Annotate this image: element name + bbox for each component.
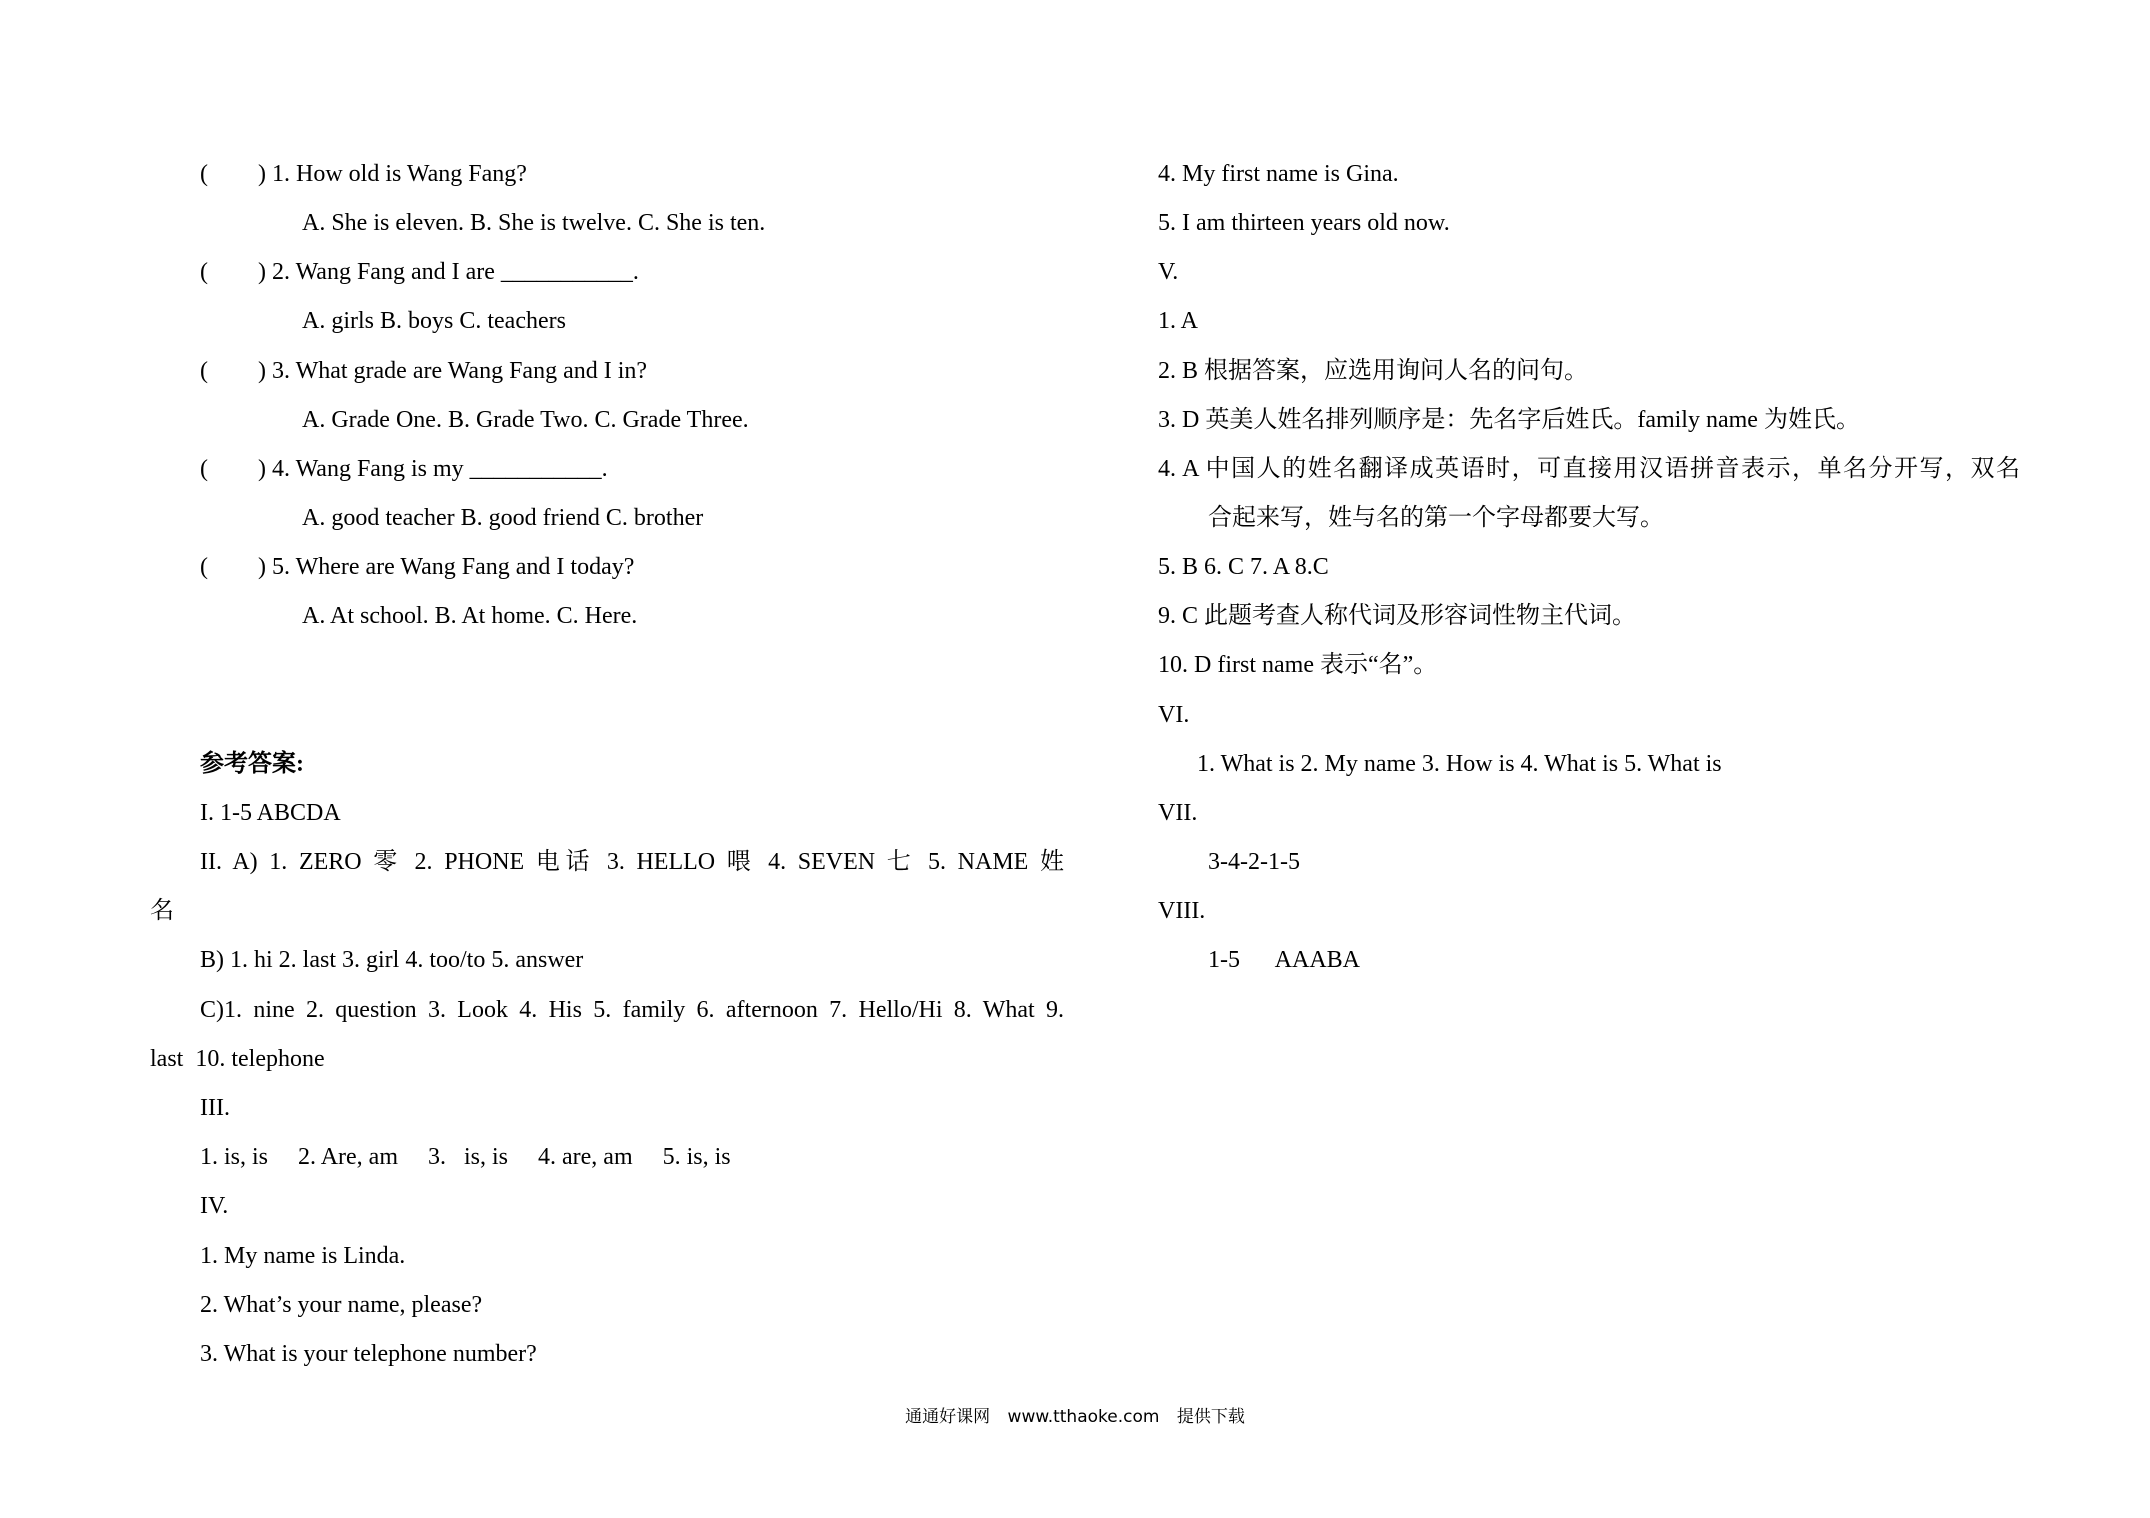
- answer-section-ii-c-cont: last 10. telephone: [150, 1046, 325, 1072]
- answer-v-5-8: 5. B 6. C 7. A 8.C: [1158, 554, 1329, 580]
- answer-section-i: I. 1-5 ABCDA: [200, 800, 341, 826]
- answer-section-ii-c: C)1. nine 2. question 3. Look 4. His 5. family 6. afternoon 7. Hello/Hi 8. What 9.: [200, 997, 1064, 1023]
- page-footer: [0, 1402, 2150, 1427]
- answer-v-10: 10. D first name 表示“名”。: [1158, 652, 1438, 678]
- answer-section-vi: 1. What is 2. My name 3. How is 4. What is 5. What is: [1197, 751, 1722, 777]
- footer-note: 提供下载: [1176, 1407, 1245, 1427]
- answer-v-4-cont: 合起来写，姓与名的第一个字母都要大写。: [1208, 505, 1664, 531]
- answer-v-2: 2. B 根据答案，应选用询问人名的问句。: [1158, 358, 1589, 384]
- answer-section-iii-heading: III.: [200, 1095, 230, 1121]
- answer-section-ii-a: II. A) 1. ZERO 零 2. PHONE 电话 3. HELLO 喂 4. SEVEN 七 5. NAME 姓: [200, 849, 1064, 875]
- footer-url[interactable]: www.tthaoke.com: [1007, 1407, 1160, 1427]
- answer-blank-close: ): [258, 456, 266, 482]
- question-text: 4. Wang Fang is my ___________.: [272, 456, 608, 482]
- question-5: [200, 551, 634, 583]
- question-text: 1. How old is Wang Fang?: [272, 161, 527, 187]
- answer-section-viii-heading: VIII.: [1158, 898, 1206, 924]
- answer-blank-close: ): [258, 554, 266, 580]
- answer-section-iv-heading: IV.: [200, 1193, 229, 1219]
- answer-section-viii: 1-5 AAABA: [1208, 947, 1361, 973]
- question-1: [200, 158, 527, 190]
- answer-section-vii-heading: VII.: [1158, 800, 1198, 826]
- answer-blank-open: (: [200, 259, 208, 285]
- answer-iv-3: 3. What is your telephone number?: [200, 1341, 537, 1367]
- question-5-options: A. At school. B. At home. C. Here.: [302, 603, 638, 629]
- question-4: [200, 453, 608, 485]
- answer-blank-close: ): [258, 259, 266, 285]
- answer-section-vii: 3-4-2-1-5: [1208, 849, 1300, 875]
- answer-blank-open: (: [200, 554, 208, 580]
- answer-blank-open: (: [200, 456, 208, 482]
- answer-iv-5: 5. I am thirteen years old now.: [1158, 210, 1450, 236]
- answer-section-ii-a-cont: 名: [150, 898, 174, 924]
- answer-section-vi-heading: VI.: [1158, 702, 1190, 728]
- answer-section-iii: 1. is, is 2. Are, am 3. is, is 4. are, am 5. is, is: [200, 1144, 731, 1170]
- question-1-options: A. She is eleven. B. She is twelve. C. She is ten.: [302, 210, 766, 236]
- question-text: 3. What grade are Wang Fang and I in?: [272, 358, 648, 384]
- answer-blank-close: ): [258, 358, 266, 384]
- answer-section-ii-b: B) 1. hi 2. last 3. girl 4. too/to 5. answer: [200, 947, 584, 973]
- question-3-options: A. Grade One. B. Grade Two. C. Grade Three.: [302, 407, 749, 433]
- question-2-options: A. girls B. boys C. teachers: [302, 308, 566, 334]
- answer-v-4: 4. A 中国人的姓名翻译成英语时，可直接用汉语拼音表示，单名分开写，双名: [1158, 456, 2020, 482]
- answer-v-3: 3. D 英美人姓名排列顺序是：先名字后姓氏。family name 为姓氏。: [1158, 407, 1860, 433]
- answer-blank-open: (: [200, 161, 208, 187]
- question-2: [200, 256, 639, 288]
- answer-v-9: 9. C 此题考查人称代词及形容词性物主代词。: [1158, 603, 1637, 629]
- answer-blank-close: ): [258, 161, 266, 187]
- answer-section-v-heading: V.: [1158, 259, 1179, 285]
- answer-iv-4: 4. My first name is Gina.: [1158, 161, 1399, 187]
- answer-v-1: 1. A: [1158, 308, 1199, 334]
- question-3: [200, 355, 647, 387]
- question-text: 2. Wang Fang and I are ___________.: [272, 259, 639, 285]
- answer-iv-1: 1. My name is Linda.: [200, 1243, 406, 1269]
- answer-blank-open: (: [200, 358, 208, 384]
- answer-iv-2: 2. What’s your name, please?: [200, 1292, 483, 1318]
- answers-heading: 参考答案:: [200, 751, 304, 777]
- question-text: 5. Where are Wang Fang and I today?: [272, 554, 635, 580]
- footer-site-name: 通通好课网: [905, 1407, 991, 1427]
- question-4-options: A. good teacher B. good friend C. brother: [302, 505, 704, 531]
